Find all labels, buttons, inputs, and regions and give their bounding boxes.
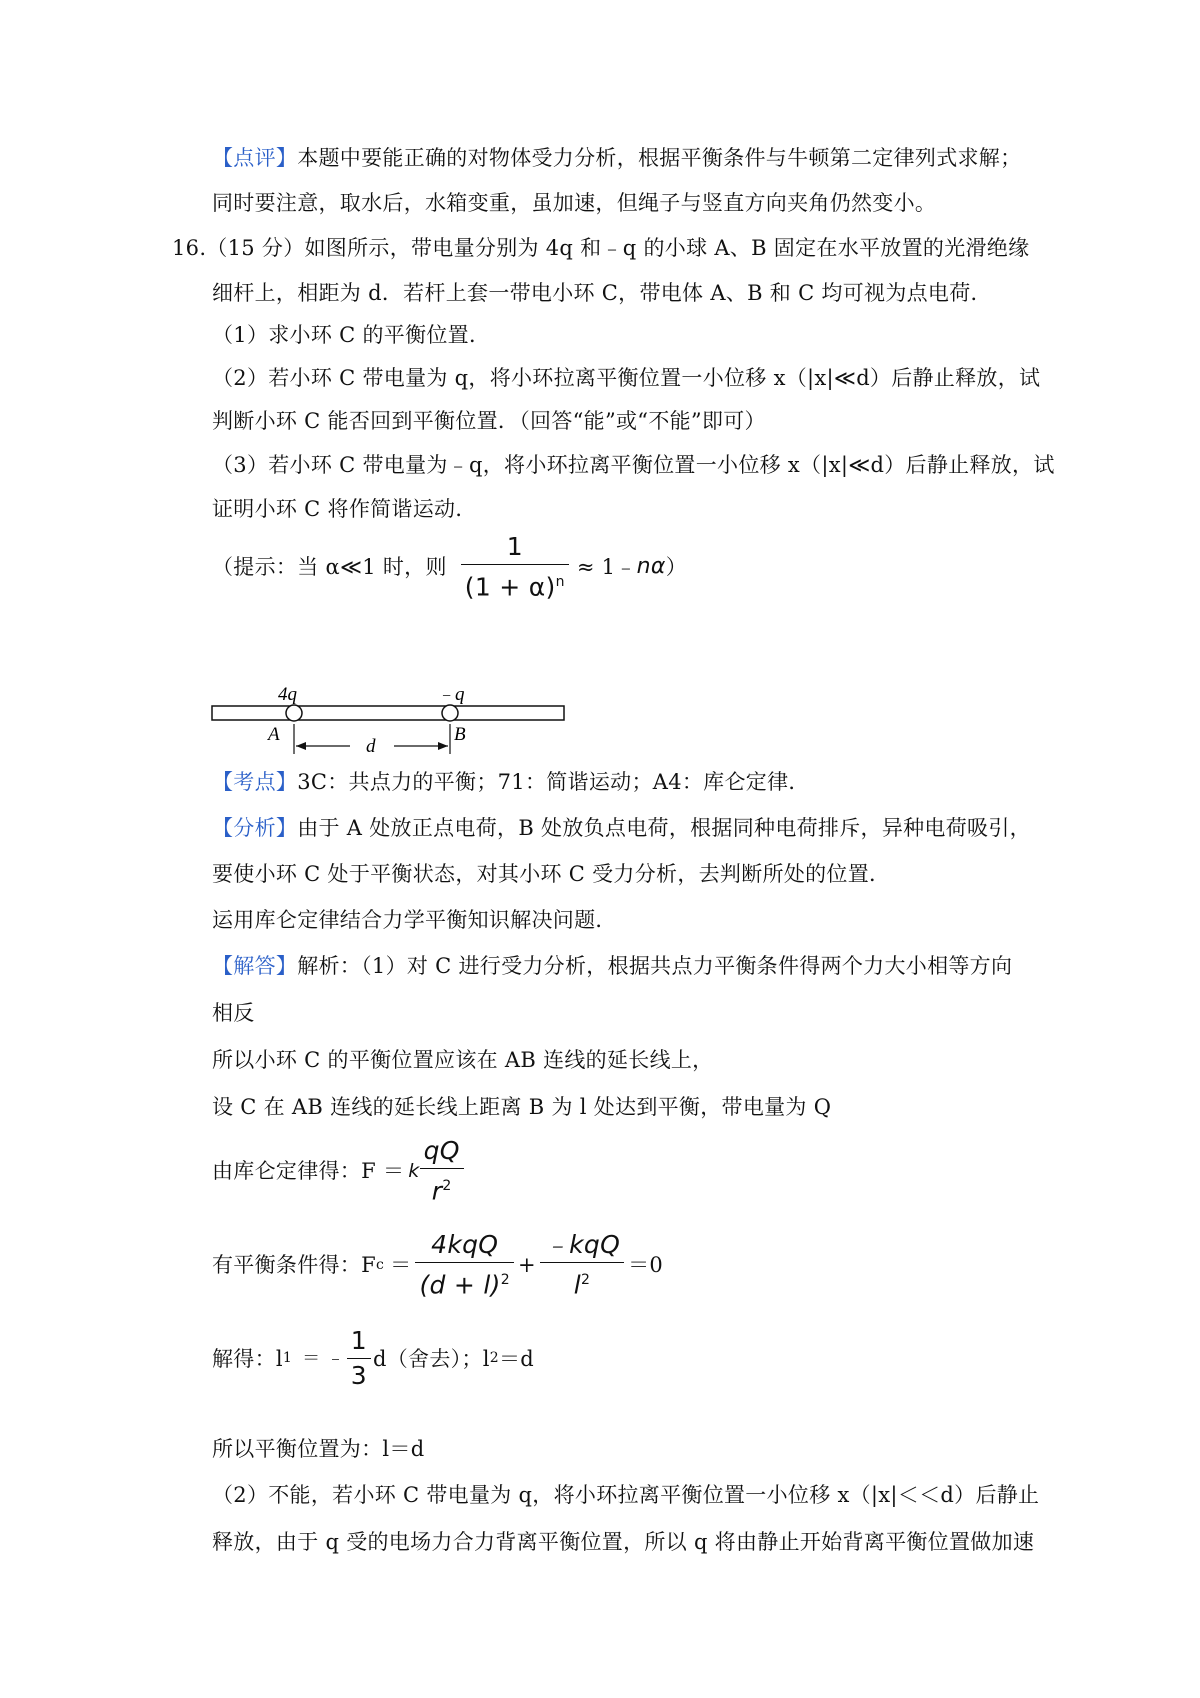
balance-zero: ＝0 <box>628 1253 664 1278</box>
answer-line-1 <box>212 953 1012 979</box>
fraction-bar <box>461 564 569 565</box>
coulomb-den-exp: 2 <box>442 1178 452 1194</box>
balance-den1-exp: 2 <box>500 1272 510 1288</box>
solve-end: ＝d <box>498 1346 535 1371</box>
review-text-1: 本题中要能正确的对物体受力分析，根据平衡条件与牛顿第二定律列式求解； <box>297 146 1022 170</box>
hint-n-alpha: nα <box>636 554 666 580</box>
coulomb-numerator: qQ <box>423 1136 460 1165</box>
hint-den-exp: n <box>555 574 565 590</box>
hint-prefix: （提示：当 α≪1 时，则 <box>212 555 447 580</box>
ball-b <box>442 705 458 721</box>
arrow-right <box>438 742 448 750</box>
hint-fraction <box>461 534 569 600</box>
solve-rest: d（舍去）；l <box>372 1346 490 1371</box>
arrow-left <box>296 742 306 750</box>
label-a-charge: 4q <box>278 684 297 705</box>
fraction-bar <box>540 1262 624 1263</box>
balance-denominator-1 <box>415 1267 513 1298</box>
question-part-1: （1）求小环 C 的平衡位置． <box>212 323 491 347</box>
balance-sub: c <box>375 1257 385 1274</box>
balance-den2-exp: 2 <box>580 1272 591 1288</box>
question-part-3b: 证明小环 C 将作简谐运动． <box>212 497 477 521</box>
solve-eq: ＝ ﹣ <box>302 1347 345 1369</box>
answer-part-2b: 释放，由于 q 受的电场力合力背离平衡位置，所以 q 将由静止开始背离平衡位置做加速 <box>212 1530 1035 1554</box>
solve-equation <box>212 1328 534 1389</box>
ball-a <box>286 705 302 721</box>
coulomb-denominator <box>428 1173 456 1204</box>
answer-line-2: 相反 <box>212 1001 255 1025</box>
analysis-text-1: 由于 A 处放正点电荷，B 处放负点电荷，根据同种电荷排斥，异种电荷吸引， <box>297 816 1031 840</box>
label-b: B <box>454 724 466 745</box>
kaodian-tag: 【考点】 <box>212 770 298 794</box>
solve-sub-1: 1 <box>282 1350 293 1366</box>
analysis-tag: 【分析】 <box>212 816 298 840</box>
question-part-2b: 判断小环 C 能否回到平衡位置．（回答“能”或“不能”即可） <box>212 409 766 433</box>
hint-close: ） <box>665 555 688 580</box>
analysis-line-2: 要使小环 C 处于平衡状态，对其小环 C 受力分析，去判断所处的位置． <box>212 862 891 886</box>
kaodian-text: 3C：共点力的平衡；71：简谐运动；A4：库仑定律． <box>297 770 810 794</box>
answer-part-2a: （2）不能，若小环 C 带电量为 q，将小环拉离平衡位置一小位移 x（|x|＜＜d）后静止 <box>212 1483 1040 1507</box>
label-b-charge: ﹣q <box>436 684 465 705</box>
answer-line-4: 设 C 在 AB 连线的延长线上距离 B 为 l 处达到平衡，带电量为 Q <box>212 1095 832 1119</box>
coulomb-fraction <box>420 1138 464 1204</box>
review-line-2: 同时要注意，取水后，水箱变重，虽加速，但绳子与竖直方向夹角仍然变小。 <box>212 191 937 215</box>
hint-denominator <box>461 569 569 600</box>
label-d: d <box>366 736 376 757</box>
insulating-rod <box>212 706 564 720</box>
review-tag: 【点评】 <box>212 146 298 170</box>
fraction-bar <box>347 1358 371 1359</box>
solve-prefix: 解得：l <box>212 1346 283 1371</box>
hint-approx: ≈ 1﹣ <box>576 555 637 580</box>
answer-line-3: 所以小环 C 的平衡位置应该在 AB 连线的延长线上， <box>212 1048 714 1072</box>
balance-den2-base: l <box>573 1270 581 1300</box>
balance-eq: ＝ <box>390 1253 412 1278</box>
answer-result: 所以平衡位置为：l＝d <box>212 1437 425 1461</box>
solve-denominator: 3 <box>350 1361 367 1390</box>
fraction-bar <box>420 1168 464 1169</box>
question-part-3a: （3）若小环 C 带电量为﹣q，将小环拉离平衡位置一小位移 x（|x|≪d）后静止释放，试 <box>212 453 1055 477</box>
balance-numerator-2: ﹣kqQ <box>543 1230 621 1259</box>
answer-text-1: 解析：（1）对 C 进行受力分析，根据共点力平衡条件得两个力大小相等方向 <box>297 954 1013 978</box>
fraction-bar <box>415 1262 513 1263</box>
review-line-1 <box>212 145 1021 171</box>
coulomb-prefix: 由库仑定律得：F ＝ <box>212 1159 405 1184</box>
coulomb-equation <box>212 1138 468 1204</box>
hint-den-base: (1 + α) <box>464 572 556 602</box>
solve-sub-2: 2 <box>489 1350 499 1366</box>
question-line-1: 16.（15 分）如图所示，带电量分别为 4q 和﹣q 的小球 A、B 固定在水平放置的光滑绝缘 <box>172 236 1030 260</box>
balance-plus: + <box>517 1253 536 1278</box>
hint-line <box>212 534 687 600</box>
coulomb-k: k <box>408 1160 420 1183</box>
balance-prefix: 有平衡条件得：F <box>212 1253 376 1278</box>
question-part-2a: （2）若小环 C 带电量为 q，将小环拉离平衡位置一小位移 x（|x|≪d）后静止释放，试 <box>212 366 1041 390</box>
solve-numerator: 1 <box>350 1326 367 1355</box>
balance-fraction-2 <box>540 1232 624 1298</box>
balance-numerator-1: 4kqQ <box>431 1230 499 1259</box>
answer-tag: 【解答】 <box>212 954 298 978</box>
kaodian-line <box>212 769 810 795</box>
analysis-line-1 <box>212 815 1031 841</box>
balance-equation <box>212 1232 663 1298</box>
question-line-2: 细杆上，相距为 d．若杆上套一带电小环 C，带电体 A、B 和 C 均可视为点电荷． <box>212 281 992 305</box>
charges-rod-figure <box>210 680 570 760</box>
balance-denominator-2 <box>570 1267 594 1298</box>
label-a: A <box>268 724 280 745</box>
balance-fraction-1 <box>415 1232 513 1298</box>
solve-fraction <box>347 1328 371 1389</box>
balance-den1-base: (d + l) <box>419 1270 501 1300</box>
coulomb-den-base: r <box>431 1176 443 1206</box>
analysis-line-3: 运用库仑定律结合力学平衡知识解决问题． <box>212 908 617 932</box>
hint-numerator: 1 <box>506 532 523 561</box>
